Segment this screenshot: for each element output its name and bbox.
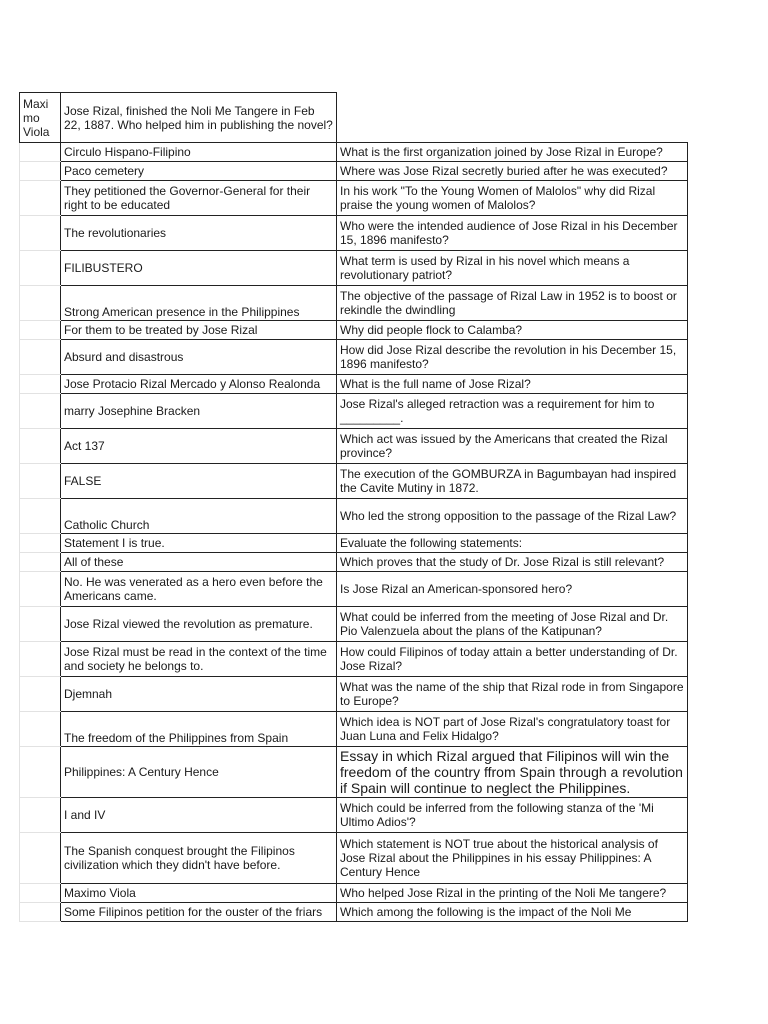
question-cell: Evaluate the following statements: (337, 534, 688, 553)
answer-cell: All of these (61, 553, 337, 572)
table-row (20, 340, 688, 375)
row-index-cell (20, 903, 61, 922)
question-cell: What could be inferred from the meeting of Jose Rizal and Dr. Pio Valenzuela about the plans of the Katipunan? (337, 607, 688, 642)
table-row (20, 553, 688, 572)
question-cell: The objective of the passage of Rizal Law in 1952 is to boost or rekindle the dwindling (337, 286, 688, 321)
table-row (20, 572, 688, 607)
question-cell: What term is used by Rizal in his novel which means a revolutionary patriot? (337, 251, 688, 286)
table-row (20, 143, 688, 162)
row-index-cell (20, 340, 61, 375)
question-cell: Why did people flock to Calamba? (337, 321, 688, 340)
answer-cell: marry Josephine Bracken (61, 394, 337, 429)
question-cell: Which statement is NOT true about the historical analysis of Jose Rizal about the Philippines in his essay Philippines: A Century Hence (337, 833, 688, 884)
question-cell: Which proves that the study of Dr. Jose Rizal is still relevant? (337, 553, 688, 572)
row-index-cell (20, 181, 61, 216)
answer-cell: Paco cemetery (61, 162, 337, 181)
table-row (20, 181, 688, 216)
question-cell: Which among the following is the impact of the Noli Me (337, 903, 688, 922)
header-question-cell: Jose Rizal, finished the Noli Me Tangere in Feb 22, 1887. Who helped him in publishing the novel? (61, 93, 337, 143)
answer-cell: For them to be treated by Jose Rizal (61, 321, 337, 340)
table-row (20, 534, 688, 553)
table-row (20, 642, 688, 677)
answer-cell: Absurd and disastrous (61, 340, 337, 375)
table-row (20, 464, 688, 499)
answer-cell: Philippines: A Century Hence (61, 747, 337, 798)
row-index-cell (20, 375, 61, 394)
table-row (20, 162, 688, 181)
answer-cell: Act 137 (61, 429, 337, 464)
name-cell: Maxi mo Viola (20, 93, 61, 143)
row-index-cell (20, 712, 61, 747)
row-index-cell (20, 833, 61, 884)
table-row (20, 607, 688, 642)
row-index-cell (20, 464, 61, 499)
table-row (20, 833, 688, 884)
row-index-cell (20, 798, 61, 833)
question-cell: Jose Rizal's alleged retraction was a requirement for him to _________. (337, 394, 688, 429)
answer-cell: I and IV (61, 798, 337, 833)
question-cell: Who were the intended audience of Jose Rizal in his December 15, 1896 manifesto? (337, 216, 688, 251)
row-index-cell (20, 429, 61, 464)
answer-cell: The revolutionaries (61, 216, 337, 251)
table-row (20, 712, 688, 747)
row-index-cell (20, 162, 61, 181)
question-cell: Where was Jose Rizal secretly buried after he was executed? (337, 162, 688, 181)
row-index-cell (20, 321, 61, 340)
answer-cell: Circulo Hispano-Filipino (61, 143, 337, 162)
row-index-cell (20, 286, 61, 321)
question-cell: In his work "To the Young Women of Malolos" why did Rizal praise the young women of Malolos? (337, 181, 688, 216)
answer-cell: Jose Rizal must be read in the context of the time and society he belongs to. (61, 642, 337, 677)
question-cell: What is the first organization joined by Jose Rizal in Europe? (337, 143, 688, 162)
answer-cell: Statement I is true. (61, 534, 337, 553)
question-cell: Essay in which Rizal argued that Filipinos will win the freedom of the country ffrom Spain through a revolution if Spain will continue to neglect the Philippines. (337, 747, 688, 798)
row-index-cell (20, 499, 61, 534)
row-index-cell (20, 572, 61, 607)
question-cell: Who led the strong opposition to the passage of the Rizal Law? (337, 499, 688, 534)
answer-cell: Strong American presence in the Philippines (61, 286, 337, 321)
answer-cell: The freedom of the Philippines from Spain (61, 712, 337, 747)
table-row (20, 429, 688, 464)
question-cell: Which idea is NOT part of Jose Rizal's congratulatory toast for Juan Luna and Felix Hidalgo? (337, 712, 688, 747)
row-index-cell (20, 251, 61, 286)
row-index-cell (20, 553, 61, 572)
table-row (20, 903, 688, 922)
table-row (20, 216, 688, 251)
question-cell: How could Filipinos of today attain a better understanding of Dr. Jose Rizal? (337, 642, 688, 677)
answer-cell: Maximo Viola (61, 884, 337, 903)
row-index-cell (20, 642, 61, 677)
question-cell: What was the name of the ship that Rizal rode in from Singapore to Europe? (337, 677, 688, 712)
answer-cell: FALSE (61, 464, 337, 499)
question-cell: What is the full name of Jose Rizal? (337, 375, 688, 394)
table-row (20, 251, 688, 286)
answer-cell: Some Filipinos petition for the ouster of the friars (61, 903, 337, 922)
answer-cell: Catholic Church (61, 499, 337, 534)
table-row (20, 884, 688, 903)
row-index-cell (20, 677, 61, 712)
answer-cell: No. He was venerated as a hero even before the Americans came. (61, 572, 337, 607)
table-row (20, 321, 688, 340)
answer-cell: They petitioned the Governor-General for their right to be educated (61, 181, 337, 216)
table-row (20, 798, 688, 833)
answer-cell: Jose Rizal viewed the revolution as premature. (61, 607, 337, 642)
table-row (20, 394, 688, 429)
table-row (20, 375, 688, 394)
table-row (20, 677, 688, 712)
question-cell: Which act was issued by the Americans that created the Rizal province? (337, 429, 688, 464)
table-row (20, 286, 688, 321)
answer-cell: FILIBUSTERO (61, 251, 337, 286)
row-index-cell (20, 394, 61, 429)
quiz-table (19, 92, 688, 922)
row-index-cell (20, 216, 61, 251)
row-index-cell (20, 143, 61, 162)
answer-cell: The Spanish conquest brought the Filipinos civilization which they didn't have before. (61, 833, 337, 884)
blank-cell (337, 93, 688, 143)
table-row-header (20, 93, 688, 143)
row-index-cell (20, 534, 61, 553)
table-row (20, 499, 688, 534)
row-index-cell (20, 747, 61, 798)
question-cell: Who helped Jose Rizal in the printing of the Noli Me tangere? (337, 884, 688, 903)
row-index-cell (20, 884, 61, 903)
answer-cell: Jose Protacio Rizal Mercado y Alonso Realonda (61, 375, 337, 394)
question-cell: How did Jose Rizal describe the revolution in his December 15, 1896 manifesto? (337, 340, 688, 375)
question-cell: Is Jose Rizal an American-sponsored hero? (337, 572, 688, 607)
answer-cell: Djemnah (61, 677, 337, 712)
row-index-cell (20, 607, 61, 642)
table-row (20, 747, 688, 798)
question-cell: Which could be inferred from the following stanza of the 'Mi Ultimo Adios'? (337, 798, 688, 833)
question-cell: The execution of the GOMBURZA in Bagumbayan had inspired the Cavite Mutiny in 1872. (337, 464, 688, 499)
